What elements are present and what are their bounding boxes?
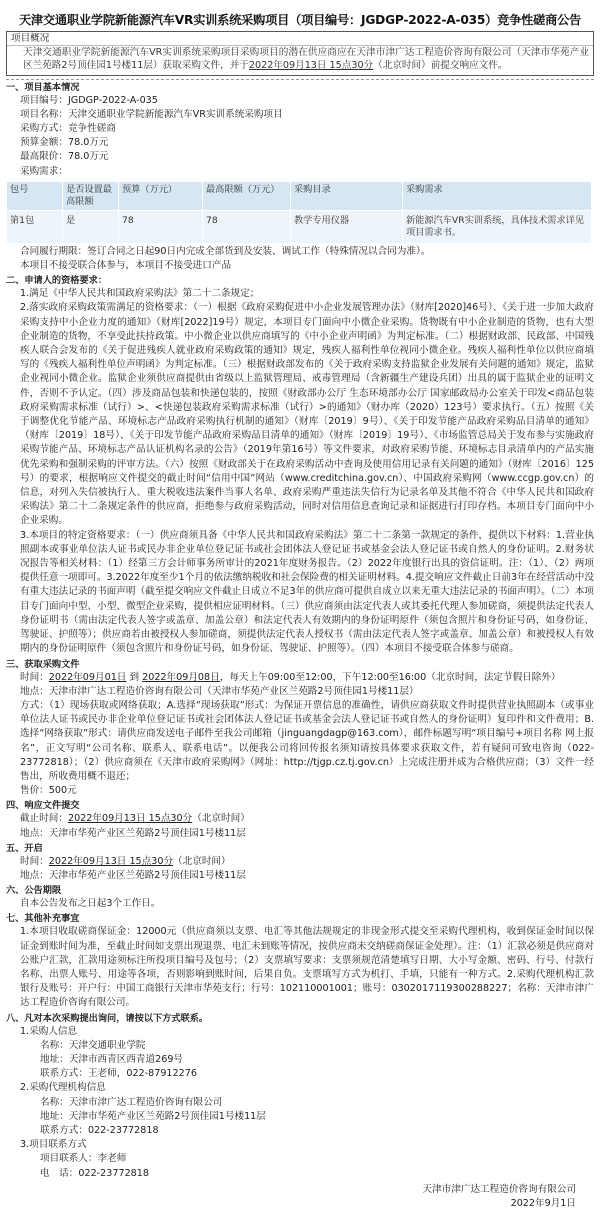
project-overview-box — [6, 31, 594, 76]
overview-text-pre: 天津交通职业学院新能源汽车VR实训系统采购项目采购项目的潜在供应商应在天津市津广达工程造价咨询有限公司（天津市华苑产业区兰苑路2号顶佳园1号楼11层）获取采购文件，并于 — [23, 47, 589, 71]
footer-org: 天津市津广达工程造价咨询有限公司 — [422, 1183, 576, 1195]
acquire-time — [20, 671, 594, 685]
announcement-period: 自本公告发布之日起3个工作日。 — [20, 898, 161, 910]
opening-time — [20, 855, 594, 869]
budget-amount: 预算金额：78.0万元 — [20, 137, 109, 149]
section-1-after — [6, 245, 594, 273]
acquire-time-start: 2022年09月01日 — [48, 671, 127, 683]
submission-place: 地点：天津市华苑产业区兰苑路2号顶佳园1号楼11层 — [20, 827, 246, 839]
other-matters: 1.本项目收取磋商保证金：12000元（供应商须以支票、电汇等其他法规规定的非现金形式提交至采购代理机构，收到保证金时间以保证金到账时间为准，至截止时间如支票出现退票、电汇未到账等情况，按供应商未交纳磋商保证金处理）。注：（1）汇款必须是供应商对公账户汇款，汇款用途须标注所投项目编号及包号；（2）支票填写要求：支票须规范清楚填写日期、大小写金额、密码、行号、付款行名称、出票人账号、用途等各项，否则影响到账时间，后果自负。支票填写方式为机打、手填，只能有一种方式。2.采购代理机构汇款银行及账号：开户行：中国工商银行天津市华苑支行；行号：102110001001；账号：0302017119300288227；名称：天津市津广达工程造价咨询有限公司。 — [20, 926, 594, 1009]
section-1-heading: 一、项目基本情况 — [6, 81, 80, 93]
table-cell: 教学专用仪器 — [291, 210, 403, 243]
section-8-body — [6, 1025, 594, 1181]
table-cell: 78 — [119, 210, 203, 243]
agency-address: 地址：天津市华苑产业区兰苑路2号顶佳园1号楼11层 — [40, 1110, 266, 1122]
document-price: 售价：500元 — [20, 785, 77, 797]
qualification-item-2: 2.落实政府采购政策需满足的资格要求：（一）根据《政府采购促进中小企业发展管理办法》（财库[2020]46号）、《关于进一步加大政府采购支持中小企业力度的通知》（财库[2022]19号）规定，本项目专门面向中小微企业采购。货物既有中小企业制造的货物，也有大型企业制造的货物，不享受此扶持政策。中小微企业以供应商填写的《中小企业声明函》为判定标准。（二）根据财政部、民政部、中国残疾人联合会发布的《关于促进残疾人就业政府采购政策的通知》规定，残疾人福利性单位视同小微企业。残疾人福利性单位以供应商填写的《残疾人福利性单位声明函》为判定标准。（三）根据财政部发布的《关于政府采购支持监狱企业发展有关问题的通知》规定，监狱企业视同小微企业。监狱企业须供应商提供由省级以上监狱管理局、戒毒管理局（含新疆生产建设兵团）出具的属于监狱企业的证明文件，否则不予认定。（四）涉及商品包装和快递包装的，按照《财政部办公厅 生态环境部办公厅 国家邮政局办公室关于印发<商品包装政府采购需求标准（试行）>、<快递包装政府采购需求标准（试行）>的通知》（财办库（2020）123号）要求执行。（五）按照《关于调整优化节能产品、环境标志产品政府采购执行机制的通知》（财库〔2019〕9号）、《关于印发节能产品政府采购品目清单的通知》（财库〔2019〕18号）、《关于印发节能产品政府采购品目清单的通知》（财库〔2019〕19号）、《市场监管总局关于发布参与实施政府采购节能产品、环境标志产品认证机构名录的公告》（2019年第16号）等文件要求，对政府采购节能、环境标志目录清单内的产品实施优先采购和强制采购的评审方法。（六）按照《财政部关于在政府采购活动中查询及使用信用记录有关问题的通知》（财库〔2016〕125号）的要求，根据响应文件提交的截止时间“信用中国”网站（www.creditchina.gov.cn）、中国政府采购网（www.ccgp.gov.cn）的信息，对列入失信被执行人、重大税收违法案件当事人名单、政府采购严重违法失信行为记录名单及其他不符合《中华人民共和国政府采购法》第二十二条规定条件的供应商，拒绝参与政府采购活动，同时对信用信息查询记录和证据进行打印存档。本项目专门面向中小企业采购。 — [20, 302, 594, 527]
opening-time-value: 2022年09月13日 15点30分 — [48, 855, 174, 867]
divider — [6, 79, 594, 80]
table-row — [7, 210, 592, 243]
acquire-place: 地点：天津市津广达工程造价咨询有限公司（天津市华苑产业区兰苑路2号顶佳园1号楼11层） — [20, 685, 419, 697]
acquire-time-label: 时间： — [20, 671, 49, 683]
table-header-row — [7, 181, 592, 210]
opening-time-label: 时间： — [20, 855, 49, 867]
consortium-note: 本项目不接受联合体参与，本项目不接受进口产品 — [20, 260, 232, 272]
agency-name: 名称：天津市津广达工程造价咨询有限公司 — [40, 1096, 223, 1108]
acquire-method: 方式：（1）现场获取或网络获取；A.选择“现场获取”形式：为保证开票信息的准确性，请供应商获取文件时提供营业执照副本（或事业单位法人证书或民办非企业单位登记证书或社会团体法人登记证书或基金会法人登记证书或自然人的身份证明）复印件和文件费用；B.选择“网络获取”形式：请供应商发送电子邮件至我公司邮箱（jinguangdagp@163.com），邮件标题写明“项目编号+项目名称 网上报名”，正文写明“公司名称、联系人、联系电话”。以便我公司将回传报名须知请按具体要求获取文件，若有疑问可致电咨询（022-23772818）；（2）供应商须在《天津市政府采购网》（网址：http://tjgp.cz.tj.gov.cn）上完成注册并成为合格供应商；（3）文件一经售出，所收费用概不退还； — [20, 699, 594, 782]
project-contact-title: 3.项目联系方式 — [20, 1139, 87, 1151]
opening-time-suffix: （北京时间） — [173, 855, 231, 867]
table-cell: 78 — [203, 210, 291, 243]
submission-deadline-suffix: （北京时间） — [192, 813, 250, 825]
purchaser-contact: 联系方式：王老师，022-87912276 — [40, 1068, 197, 1080]
project-contact-person: 项目联系人：李老师 — [40, 1153, 127, 1165]
table-cell: 新能源汽车VR实训系统，具体技术需求详见项目需求书。 — [403, 210, 592, 243]
agency-title: 2.采购代理机构信息 — [20, 1082, 106, 1094]
overview-body — [7, 46, 593, 75]
table-header: 是否设置最高限额 — [63, 181, 119, 210]
table-header: 采购目录 — [291, 181, 403, 210]
qualification-item-1: 1.满足《中华人民共和国政府采购法》第二十二条规定； — [20, 288, 260, 300]
requirements-table — [6, 181, 592, 244]
max-price: 最高限价：78.0万元 — [20, 151, 109, 163]
overview-deadline: 2022年09月13日 15点30分 — [248, 59, 374, 71]
purchaser-title: 1.采购人信息 — [20, 1025, 78, 1037]
section-2-heading: 二、申请人的资格要求： — [6, 275, 108, 287]
overview-text-post: （北京时间）前提交响应文件。 — [373, 59, 508, 71]
project-contact-phone: 电 话：022-23772818 — [40, 1167, 149, 1179]
section-6-heading: 六、公告期限 — [6, 885, 62, 897]
section-3-body — [6, 671, 594, 799]
contract-term: 合同履行期限：签订合同之日起90日内完成全部货到及安装、调试工作（特殊情况以合同为准）。 — [20, 245, 431, 257]
table-header: 包号 — [7, 181, 63, 210]
section-6-body — [6, 897, 594, 911]
overview-heading: 项目概况 — [7, 32, 593, 46]
procurement-needs-label: 采购需求： — [20, 165, 68, 177]
opening-place: 地点：天津市华苑产业区兰苑路2号顶佳园1号楼11层 — [20, 869, 246, 881]
section-8-heading: 八、凡对本次采购提出询问，请按以下方式联系。 — [6, 1012, 209, 1024]
section-3-heading: 三、获取采购文件 — [6, 658, 80, 670]
submission-deadline-value: 2022年09月13日 15点30分 — [67, 813, 193, 825]
section-5-body — [6, 855, 594, 883]
project-name: 项目名称：天津交通职业学院新能源汽车VR实训系统采购项目 — [20, 108, 283, 120]
section-4-heading: 四、响应文件提交 — [6, 800, 80, 812]
table-header: 采购需求 — [403, 181, 592, 210]
acquire-time-mid: 到 — [126, 671, 143, 683]
section-1-body — [6, 94, 594, 179]
purchaser-address: 地址：天津市西青区西青道269号 — [40, 1053, 184, 1065]
table-cell: 第1包 — [7, 210, 63, 243]
submission-deadline-label: 截止时间： — [20, 813, 68, 825]
project-number: 项目编号：JGDGP-2022-A-035 — [20, 94, 158, 106]
section-7-body — [6, 925, 594, 1010]
agency-contact: 联系方式：022-23772818 — [40, 1124, 159, 1136]
procurement-method: 采购方式：竞争性磋商 — [20, 123, 116, 134]
submission-deadline — [20, 812, 594, 826]
footer-date: 2022年9月1日 — [510, 1198, 576, 1209]
acquire-time-end: 2022年09月08日 — [142, 671, 220, 683]
section-2-body — [6, 287, 594, 656]
qualification-item-3: 3.本项目的特定资格要求：（一）供应商须具备《中华人民共和国政府采购法》第二十二条第一款规定的条件，提供以下材料：1.营业执照副本或事业单位法人证书或民办非企业单位登记证书或社会团体法人登记证书或基金会法人登记证书或自然人的身份证明。2.财务状况报告等相关材料：（1）经第三方会计师事务所审计的2021年度财务报告。（2）2022年度银行出具的资信证明。注：（1）、（2）两项提供任意一项即可。3.2022年度至少1个月的依法缴纳税收和社会保险费的相关证明材料。4.提交响应文件截止日前3年在经营活动中没有重大违法记录的书面声明（截至提交响应文件截止日成立不足3年的供应商可提供自成立以来无重大违法记录的书面声明）。（二）本项目专门面向中型、小型、微型企业采购，提供相应证明材料。（三）供应商须由法定代表人或其委托代理人参加磋商，须提供法定代表人身份证明书（需由法定代表人签字或盖章、加盖公章）和法定代表人有效期内的身份证明原件（须包含照片和身份证号码，如身份证、驾驶证、护照等）；供应商若由被授权人参加磋商，须提供法定代表人授权书（需由法定代表人签字或盖章、加盖公章）和被授权人有效期内的身份证明原件（须包含照片和身份证号码，如身份证、驾驶证、护照等）。（四）本项目不接受联合体参与磋商。 — [20, 529, 594, 655]
section-5-heading: 五、开启 — [6, 842, 43, 854]
table-header: 预算（万元） — [119, 181, 203, 210]
table-header: 最高限额（万元） — [203, 181, 291, 210]
purchaser-name: 名称：天津交通职业学院 — [40, 1039, 146, 1051]
table-cell: 是 — [63, 210, 119, 243]
section-7-heading: 七、其他补充事宜 — [6, 913, 80, 925]
page-title: 天津交通职业学院新能源汽车VR实训系统采购项目（项目编号：JGDGP-2022-A-035）竞争性磋商公告 — [18, 13, 582, 27]
section-4-body — [6, 812, 594, 840]
acquire-time-rest: ，每天上午09:00至12:00，下午12:00至16:00（北京时间，法定节假日除外） — [219, 671, 561, 683]
